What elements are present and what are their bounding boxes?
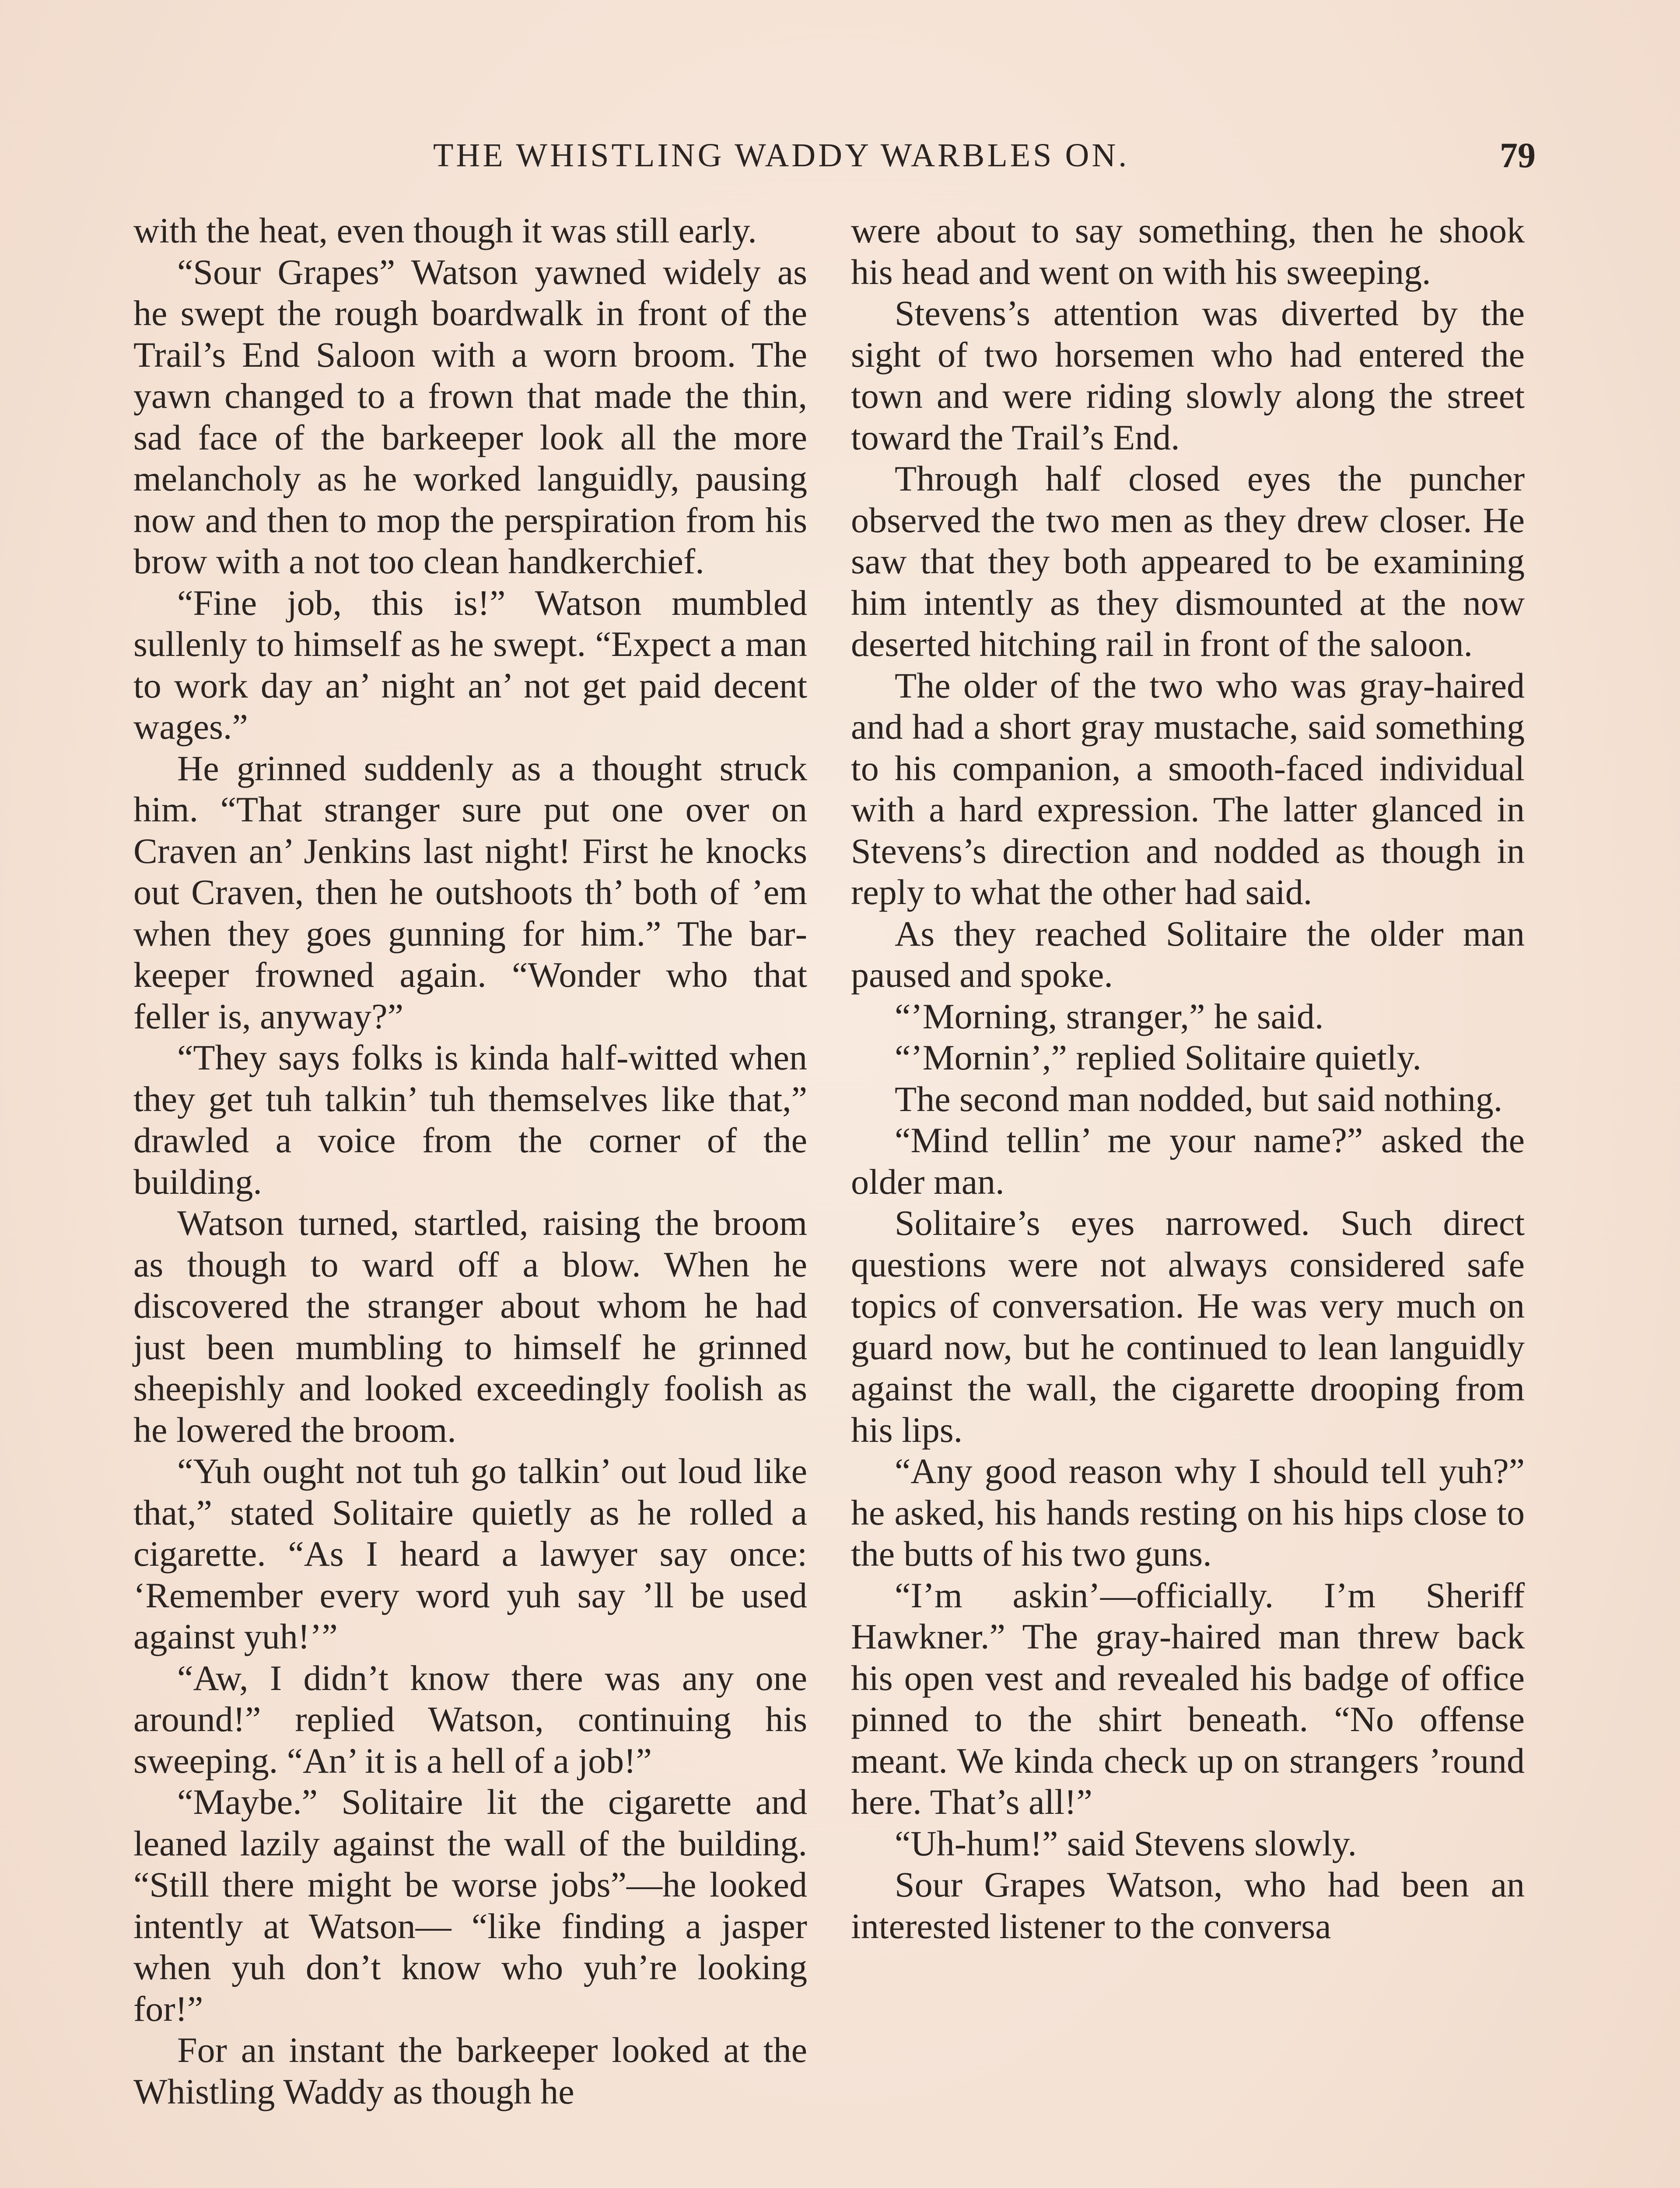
paragraph: “I’m askin’—officially. I’m Sheriff Hawkner.” The gray-haired man threw back his open vest and revealed his badge of office pinned to the shirt beneath. “No offense meant. We kinda check up on strangers ’round here. That’s all!” (851, 1575, 1525, 1822)
paragraph: He grinned suddenly as a thought struck him. “That stranger sure put one over on Craven an’ Jenkins last night! First he knocks out Craven, then he outshoots th’ both of ’em when they goes gunning for him.” The barkeeper frowned again. “Wonder who that feller is, anyway?” (133, 748, 807, 1036)
paragraph: As they reached Solitaire the older man paused and spoke. (851, 913, 1525, 995)
paragraph: “Aw, I didn’t know there was any one around!” replied Watson, continuing his sweeping. “An’ it is a hell of a job!” (133, 1658, 807, 1781)
paragraph: For an instant the barkeeper looked at the Whistling Waddy as though he (133, 2030, 807, 2111)
paragraph: were about to say something, then he shook his head and went on with his sweeping. (851, 210, 1525, 292)
paragraph: Watson turned, startled, raising the broom as though to ward off a blow. When he discovered the stranger about whom he had just been mumbling to himself he grinned sheepishly and looked exceedingly foolish as he lowered the broom. (133, 1203, 807, 1450)
paragraph: Solitaire’s eyes narrowed. Such direct questions were not always considered safe topics of conversation. He was very much on guard now, but he continued to lean languidly against the wall, the cigarette drooping from his lips. (851, 1203, 1525, 1450)
paragraph: “Fine job, this is!” Watson mumbled sullenly to himself as he swept. “Expect a man to work day an’ night an’ not get paid decent wages.” (133, 582, 807, 747)
page-header (131, 131, 1544, 179)
paragraph: “Maybe.” Solitaire lit the cigarette and leaned lazily against the wall of the building. “Still there might be worse jobs”—he looked intently at Watson— “like finding a jasper when yuh don’t know who yuh’re looking for!” (133, 1782, 807, 2029)
left-column (133, 210, 807, 2112)
paragraph: “They says folks is kinda half-witted when they get tuh talkin’ tuh themselves like that,” drawled a voice from the corner of the building. (133, 1038, 807, 1202)
paragraph: “Mind tellin’ me your name?” asked the older man. (851, 1120, 1525, 1202)
paragraph: “Any good reason why I should tell yuh?” he asked, his hands resting on his hips close to the butts of his two guns. (851, 1451, 1525, 1574)
running-head: THE WHISTLING WADDY WARBLES ON. (433, 137, 1130, 174)
paragraph: Stevens’s attention was diverted by the sight of two horsemen who had entered the town and were riding slowly along the street toward the Trail’s End. (851, 293, 1525, 457)
paragraph: Through half closed eyes the puncher observed the two men as they drew closer. He saw that they both appeared to be examining him intently as they dismounted at the now deserted hitching rail in front of the saloon. (851, 459, 1525, 664)
paragraph: The second man nodded, but said nothing. (895, 1079, 1503, 1119)
page-number: 79 (1500, 135, 1536, 175)
paragraph: Sour Grapes Watson, who had been an interested listener to the conversa (851, 1865, 1525, 1946)
paragraph: with the heat, even though it was still early. (133, 210, 757, 250)
paragraph: “Yuh ought not tuh go talkin’ out loud like that,” stated Solitaire quietly as he rolled a cigarette. “As I heard a lawyer say once: ‘Remember every word yuh say ’ll be used against yuh!’” (133, 1451, 807, 1656)
paragraph: “’Mornin’,” replied Solitaire quietly. (895, 1038, 1421, 1077)
right-column (851, 210, 1525, 1947)
paragraph: “Uh-hum!” said Stevens slowly. (895, 1823, 1357, 1863)
paragraph: “’Morning, stranger,” he said. (895, 996, 1324, 1036)
paragraph: “Sour Grapes” Watson yawned widely as he swept the rough boardwalk in front of the Trail’s End Saloon with a worn broom. The yawn changed to a frown that made the thin, sad face of the barkeeper look all the more melancholy as he worked languidly, pausing now and then to mop the perspiration from his brow with a not too clean handkerchief. (133, 252, 807, 581)
paragraph: The older of the two who was gray-haired and had a short gray mustache, said something to his companion, a smooth-faced individual with a hard expression. The latter glanced in Stevens’s direction and nodded as though in reply to what the other had said. (851, 665, 1525, 912)
